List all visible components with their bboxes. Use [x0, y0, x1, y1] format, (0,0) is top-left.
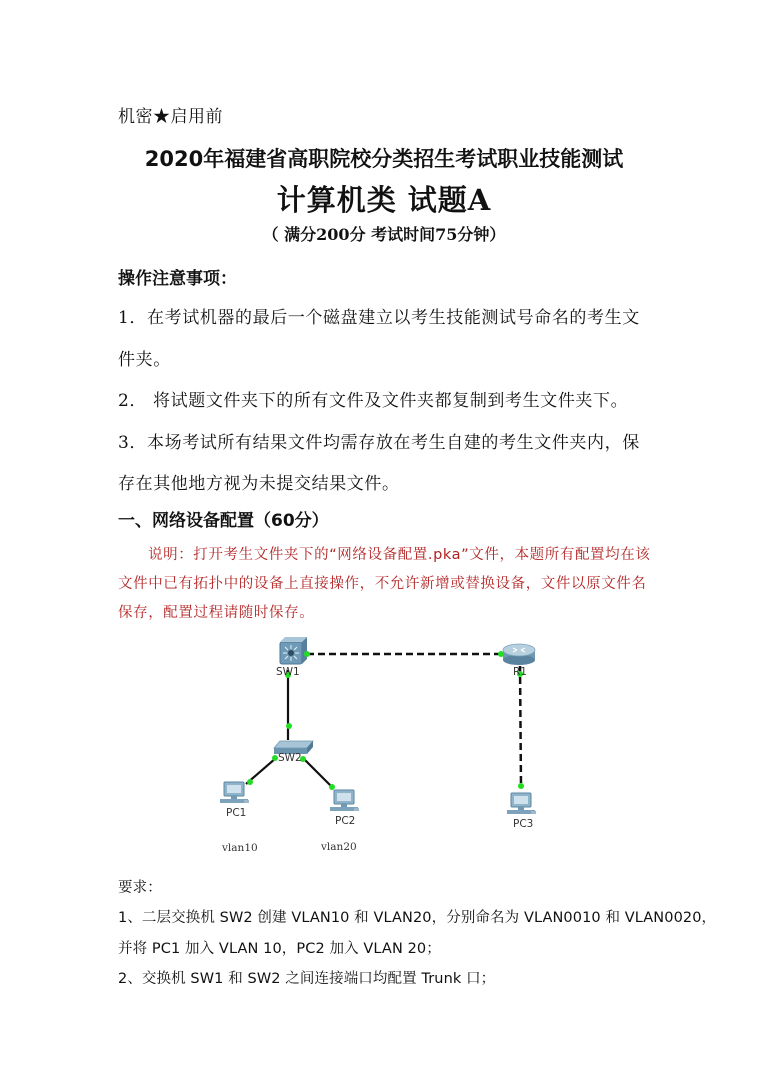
network-topology-diagram	[200, 630, 570, 870]
requirement-line: 1、二层交换机 SW2 创建 VLAN10 和 VLAN20，分别命名为 VLAN0010 和 VLAN0020，	[118, 910, 717, 926]
note-line: 存在其他地方视为未提交结果文件。	[118, 474, 400, 494]
score-time-note: （ 满分200分 考试时间75分钟）	[262, 225, 506, 244]
instruction-line: 说明：打开考生文件夹下的“网络设备配置.pka”文件，本题所有配置均在该	[148, 547, 651, 563]
section-heading: 一、网络设备配置（60分）	[118, 511, 329, 531]
multilayer-switch-icon	[280, 637, 307, 664]
note-line: 件夹。	[118, 350, 171, 370]
device-label-r1: R1	[513, 666, 527, 678]
page-subtitle: 计算机类 试题A	[276, 183, 492, 217]
device-label-sw1: SW1	[276, 666, 300, 678]
confidential-label: 机密★启用前	[118, 107, 223, 127]
note-line: 3．本场考试所有结果文件均需存放在考生自建的考生文件夹内，保	[118, 433, 640, 453]
notes-heading: 操作注意事项：	[118, 269, 237, 289]
note-line: 2． 将试题文件夹下的所有文件及文件夹都复制到考生文件夹下。	[118, 391, 629, 411]
requirements-heading: 要求：	[118, 880, 162, 896]
page-title: 2020年福建省高职院校分类招生考试职业技能测试	[144, 147, 624, 171]
requirement-line: 2、交换机 SW1 和 SW2 之间连接端口均配置 Trunk 口；	[118, 971, 496, 987]
instruction-line: 保存，配置过程请随时保存。	[118, 605, 315, 621]
pc2-icon	[330, 790, 359, 811]
device-label-sw2: SW2	[278, 752, 302, 764]
router-icon	[503, 644, 535, 665]
device-label-pc2: PC2	[335, 815, 356, 827]
pc3-icon	[507, 793, 536, 814]
instruction-line: 文件中已有拓扑中的设备上直接操作，不允许新增或替换设备，文件以原文件名	[118, 576, 647, 592]
vlan-label-pc1: vlan10	[222, 842, 258, 854]
device-label-pc1: PC1	[226, 807, 247, 819]
vlan-label-pc2: vlan20	[321, 841, 357, 853]
note-line: 1．在考试机器的最后一个磁盘建立以考生技能测试号命名的考生文	[118, 308, 640, 328]
pc1-icon	[220, 782, 249, 803]
device-label-pc3: PC3	[513, 818, 534, 830]
requirement-line: 并将 PC1 加入 VLAN 10，PC2 加入 VLAN 20；	[118, 941, 441, 957]
